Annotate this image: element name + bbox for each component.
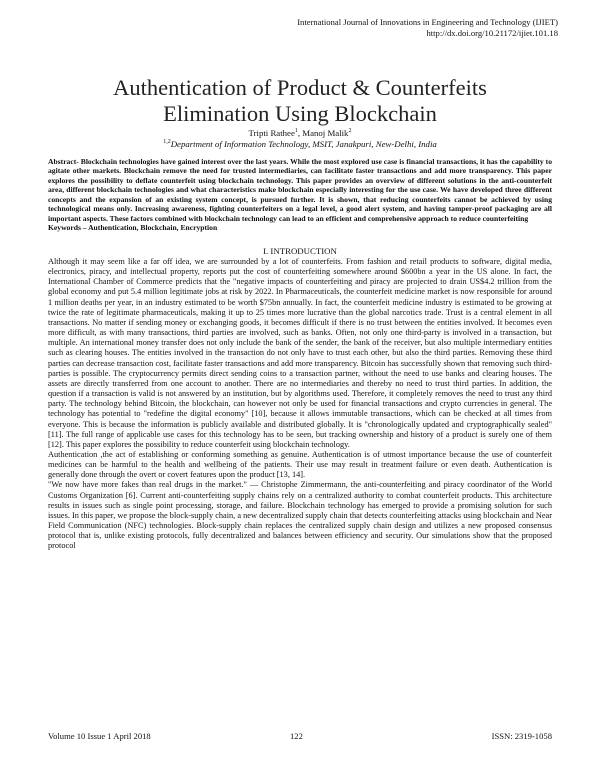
abstract-block [48,157,552,233]
author-separator: , [297,128,303,138]
section-heading: I. INTRODUCTION [263,246,337,256]
footer-issue: Volume 10 Issue 1 April 2018 [48,731,151,741]
affiliation-text: Department of Information Technology, MSIT, Janakpuri, New-Delhi, India [170,139,437,149]
author-2-sup: 2 [348,128,352,135]
abstract-text: Abstract- Blockchain technologies have gained interest over the last years. While the most explored use case is financial transactions, it has the capability to agitate other markets. Blockchain remove the need for trusted intermediaries, can facilitate faster transactions and add more transparency. This paper explores the possibility to deflate counterfeit using blockchain technology. This paper provides an overview of different solutions in the anti-counterfeit area, different blockchain technologies and what characteristics make blockchain especially interesting for the use case. We have developed three different concepts and the expansion of an existing system concept, is pursued further. It is shown, that reducing counterfeits cannot be achieved by using technological means only. Increasing awareness, fighting counterfeiters on a legal level, a good alert system, and having tamper-proof packaging are all important aspects. These factors combined with blockchain technology can lead to an efficient and comprehensive approach to reduce counterfeiting [48,157,552,223]
paragraph-3: "We now have more fakes than real drugs in the market." — Christophe Zimmermann, the anti-counterfeiting and piracy coordinator of the World Customs Organization [6]. Current anti-counterfeiting supply chains rely on a centralized authority to combat counterfeit products. This architecture results in issues such as single point processing, storage, and failure. Blockchain technology has emerged to provide a promising solution for such issues. In this paper, we propose the block-supply chain, a new decentralized supply chain that detects counterfeiting attacks using blockchain and Near Field Communication (NFC) technologies. Block-supply chain replaces the centralized supply chain design and utilizes a new proposed consensus protocol that is, unlike existing protocols, fully decentralized and balances between efficiency and security. Our simulations show that the proposed protocol [48,480,552,551]
paragraph-1: Although it may seem like a far off idea, we are surrounded by a lot of counterfeits. From fashion and retail products to software, digital media, electronics, piracy, and intellectual property, reports put the cost of counterfeiting somewhere around $600bn a year in the US alone. In fact, the International Chamber of Commerce predicts that the "negative impacts of counterfeiting and piracy are projected to drain US$4.2 trillion from the global economy and put 5.4 million legitimate jobs at risk by 2022. In Pharmaceuticals, the counterfeit medicine market is now responsible for around 1 million deaths per year, in an industry estimated to be worth $75bn annually. In fact, the counterfeit medicine industry is estimated to be growing at twice the rate of legitimate pharmaceuticals, making it up to 25 times more lucrative than the global narcotics trade. Trust is a central element in all transactions. No matter if sending money or exchanging goods, it becomes difficult if there is no trust between the entities involved. It becomes even more difficult, as with many transactions, third parties are involved, such as banks. Often, not only one third-party is involved in a transaction, but multiple. An international money transfer does not only include the bank of the sender, the bank of the receiver, but also multiple intermediary entities such as clearing houses. The entities involved in the transaction do not only have to trust each other, but also the third parties. Removing these third parties can decrease transaction cost, facilitate faster transactions and add more transparency. Bitcoin has successfully shown that removing such third-parties is possible. The cryptocurrency permits direct sending coins to a transaction partner, without the need to use banks and clearing houses. The assets are directly transferred from one account to another. There are no intermediaries and thereby no need to trust third parties. In addition, the question if a transaction is valid is not answered by an institution, but by algorithms used. Therefore, it completely removes the need to trust any third party. The technology behind Bitcoin, the blockchain, can however not only be used for financial transactions and crypto currencies in general. The technology has potential to "redefine the digital economy" [10], because it allows immutable transactions, which can be checked at all times from everyone. This is because the information is publicly available and distributed globally. It is "chronologically updated and cryptographically sealed" [11]. The full range of applicable use cases for this technology has to be seen, but tracking ownership and history of a product is surely one of them [12]. This paper explores the possibility to reduce counterfeit using blockchain technology. [48,257,552,449]
author-2: Manoj Malik [302,128,349,138]
keywords: Keywords – Authentication, Blockchain, Encryption [48,223,218,233]
paragraph-2: Authentication ,the act of establishing or conforming something as genuine. Authentication is of utmost importance because the use of counterfeit medicines can be harmful to the health and wellbeing of the patients. Their use may result in treatment failure or even death. Authentication is generally done through the overt or covert features upon the product [13, 14]. [48,449,552,480]
paper-title [0,75,600,127]
journal-header [297,17,558,39]
author-1-sup: 1 [294,128,298,135]
footer-page-number: 122 [290,731,303,741]
authors-block [0,128,600,150]
title-line-1: Authentication of Product & Counterfeits [113,75,487,100]
title-line-2: Elimination Using Blockchain [163,101,437,126]
journal-doi: http://dx.doi.org/10.21172/ijiet.101.18 [426,28,558,38]
footer-issn: ISSN: 2319-1058 [491,731,552,741]
journal-name: International Journal of Innovations in Engineering and Technology (IJIET) [297,17,558,27]
body-text [48,257,552,552]
author-names [0,128,600,139]
affiliation-sup: 1,2 [163,139,171,146]
affiliation [0,139,600,150]
author-1: Tripti Rathee [248,128,295,138]
